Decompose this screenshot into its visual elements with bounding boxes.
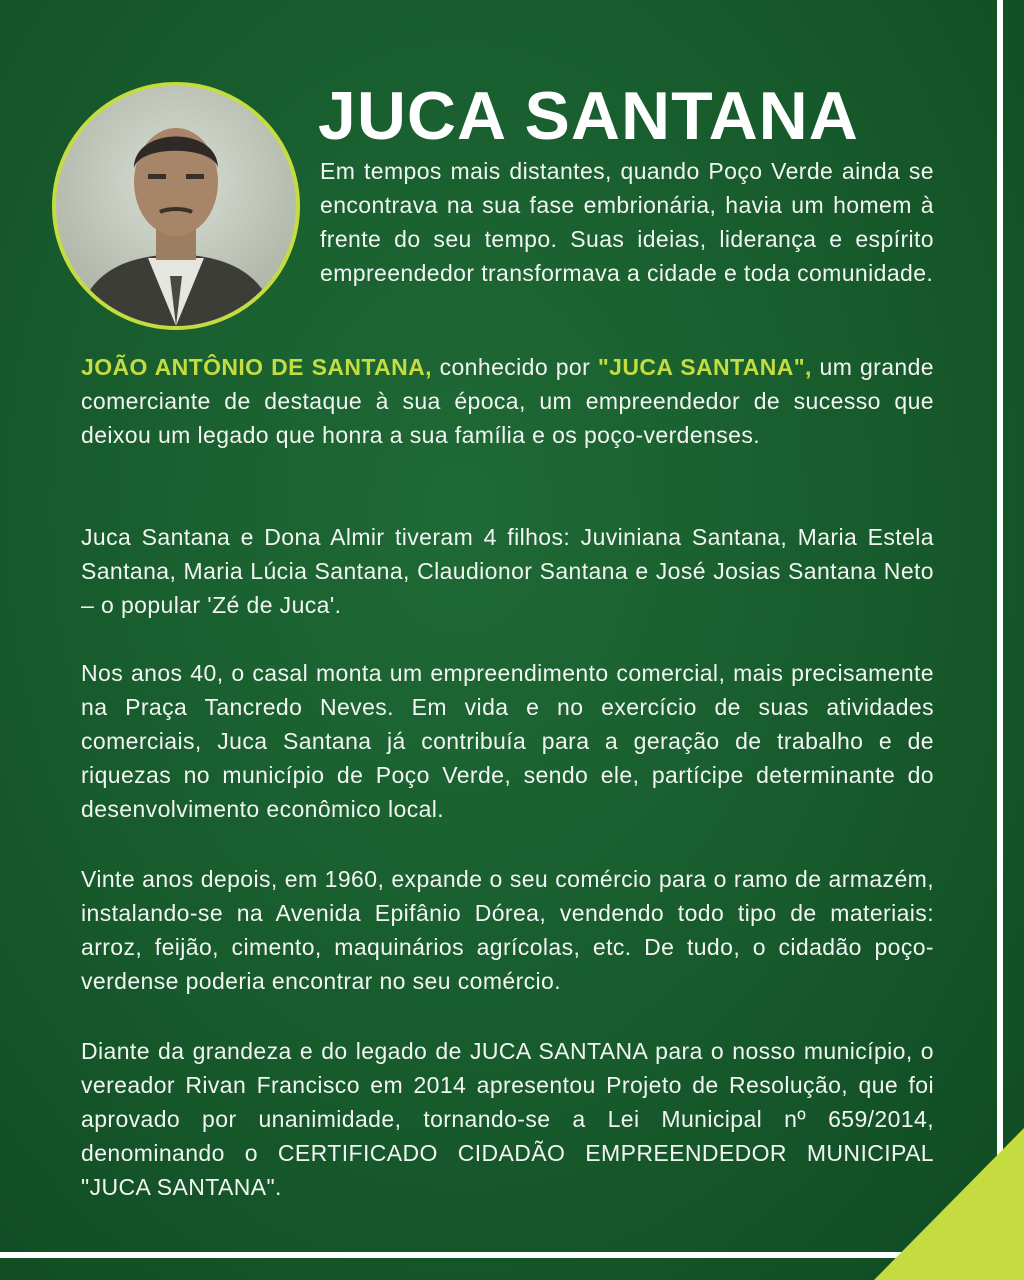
full-name-highlight: JOÃO ANTÔNIO DE SANTANA, (81, 354, 432, 380)
expansion-paragraph: Vinte anos depois, em 1960, expande o seu comércio para o ramo de armazém, instalando-se na Avenida Epifânio Dórea, vendendo todo tipo de materiais: arroz, feijão, cimento, maquinários agrícolas, etc. De tudo, o cidadão poço-verdense poderia encontrar no seu comércio. (81, 866, 934, 994)
known-as-text: conhecido por (431, 354, 598, 380)
nickname-highlight: "JUCA SANTANA", (597, 354, 812, 380)
legacy-law-paragraph: Diante da grandeza e do legado de JUCA SANTANA para o nosso município, o vereador Rivan Francisco em 2014 apresentou Projeto de Resolução, que foi aprovado por unanimidade, tornando-se a Lei Municipal nº 659/2014, denominando o CERTIFICADO CIDADÃO EMPREENDEDOR MUNICIPAL "JUCA SANTANA". (81, 1038, 934, 1200)
intro-paragraph: Em tempos mais distantes, quando Poço Verde ainda se encontrava na sua fase embrionária, havia um homem à frente do seu tempo. Suas ideias, liderança e espírito empreendedor transformava a cidade e toda comunidade. (320, 158, 934, 286)
frame-line-bottom (0, 1252, 1003, 1258)
portrait-photo (52, 82, 300, 330)
paragraph-1-rest: um grande comerciante de destaque à sua época, um empreendedor de sucesso que deixou um legado que honra a sua família e os poço-verdenses. (81, 354, 934, 448)
biography-paragraph-1 (81, 350, 934, 452)
frame-line-right (997, 0, 1003, 1280)
business-history-paragraph: Nos anos 40, o casal monta um empreendimento comercial, mais precisamente na Praça Tancredo Neves. Em vida e no exercício de suas atividades comerciais, Juca Santana já contribuía para a geração de trabalho e de riquezas no município de Poço Verde, sendo ele, partícipe determinante do desenvolvimento econômico local. (81, 660, 934, 822)
page-title: JUCA SANTANA (318, 78, 859, 154)
family-paragraph: Juca Santana e Dona Almir tiveram 4 filhos: Juviniana Santana, Maria Estela Santana, Maria Lúcia Santana, Claudionor Santana e José Josias Santana Neto – o popular 'Zé de Juca'. (81, 524, 934, 618)
